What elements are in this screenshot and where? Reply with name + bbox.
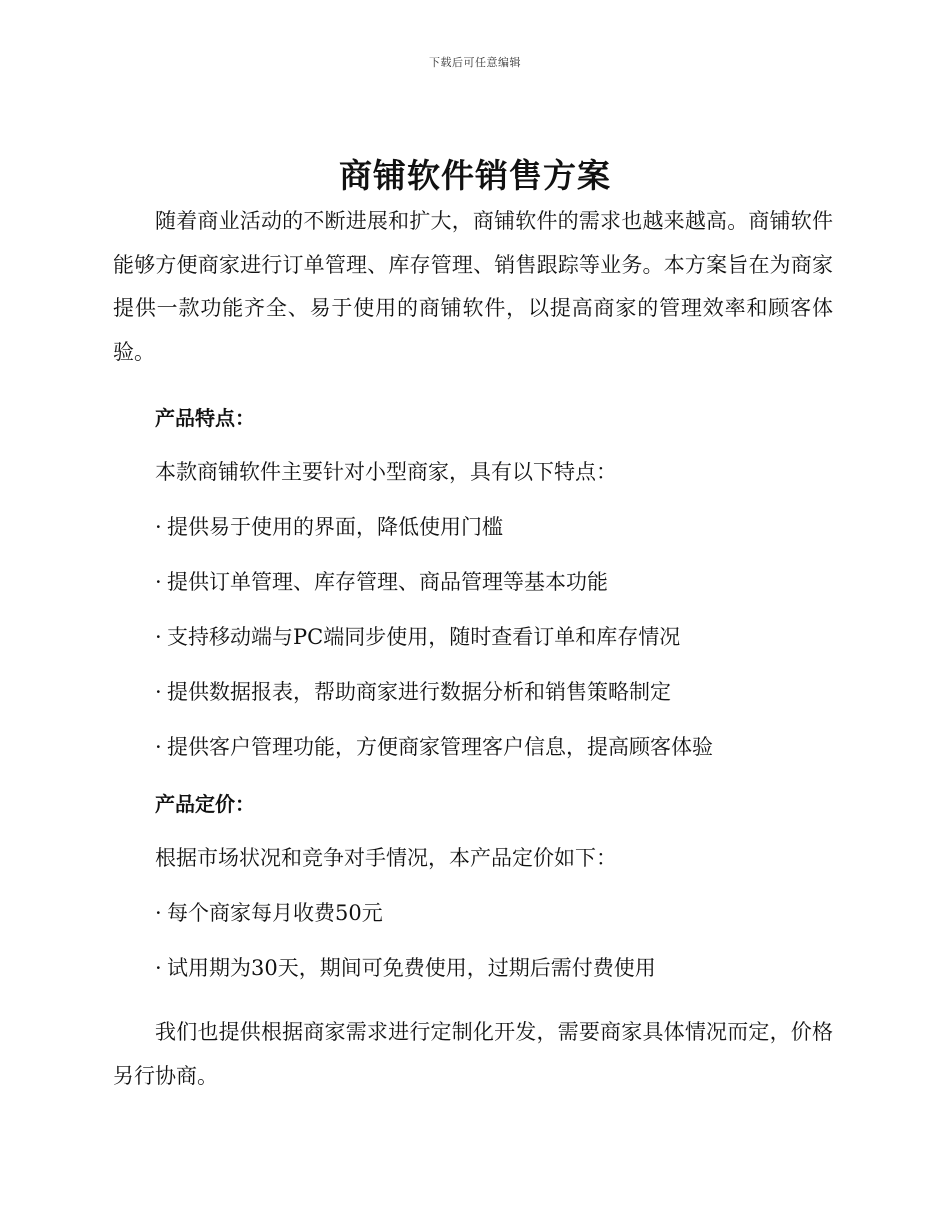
closing-paragraph: 我们也提供根据商家需求进行定制化开发，需要商家具体情况而定，价格另行协商。	[113, 1020, 833, 1088]
feature-item	[155, 680, 833, 705]
bullet-dot: ·	[155, 625, 162, 649]
feature-item	[155, 515, 833, 540]
pricing-lead: 根据市场状况和竞争对手情况，本产品定价如下：	[155, 846, 617, 870]
intro-paragraph: 随着商业活动的不断进展和扩大，商铺软件的需求也越来越高。商铺软件能够方便商家进行订单管理、库存管理、销售跟踪等业务。本方案旨在为商家提供一款功能齐全、易于使用的商铺软件，以提高商家的管理效率和顾客体验。	[113, 209, 833, 364]
feature-item	[155, 625, 833, 650]
feature-item-text: 提供订单管理、库存管理、商品管理等基本功能	[167, 570, 608, 594]
bullet-dot: ·	[155, 680, 162, 704]
document-title: 商铺软件销售方案	[339, 156, 611, 195]
pricing-item	[155, 956, 833, 981]
feature-item-text: 提供易于使用的界面，降低使用门槛	[167, 515, 503, 539]
feature-item	[155, 570, 833, 595]
bullet-dot: ·	[155, 515, 162, 539]
bullet-dot: ·	[155, 956, 162, 980]
pricing-item	[155, 901, 833, 926]
bullet-dot: ·	[155, 735, 162, 759]
pricing-item-text: 试用期为30天，期间可免费使用，过期后需付费使用	[167, 956, 656, 980]
features-heading: 产品特点：	[155, 406, 255, 430]
features-lead: 本款商铺软件主要针对小型商家，具有以下特点：	[155, 460, 617, 484]
feature-item	[155, 735, 833, 760]
document-body	[113, 200, 833, 1098]
bullet-dot: ·	[155, 901, 162, 925]
header-note: 下载后可任意编辑	[429, 56, 521, 69]
feature-item-text: 提供数据报表，帮助商家进行数据分析和销售策略制定	[167, 680, 671, 704]
pricing-item-text: 每个商家每月收费50元	[167, 901, 383, 925]
bullet-dot: ·	[155, 570, 162, 594]
feature-item-text: 提供客户管理功能，方便商家管理客户信息，提高顾客体验	[167, 735, 713, 759]
feature-item-text: 支持移动端与PC端同步使用，随时查看订单和库存情况	[167, 625, 681, 649]
pricing-heading: 产品定价：	[155, 792, 255, 816]
